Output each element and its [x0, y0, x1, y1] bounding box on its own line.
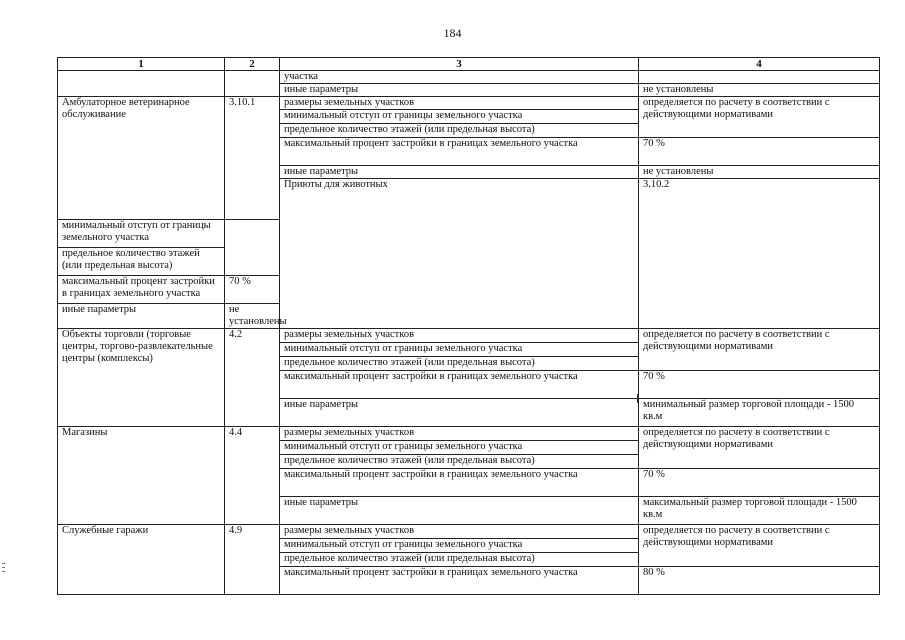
margin-tick — [2, 563, 5, 564]
value-cell: минимальный размер торговой площади - 1500 кв.м — [639, 399, 880, 427]
param-cell: максимальный процент застройки в границах земельного участка — [280, 567, 639, 595]
header-row — [58, 58, 880, 71]
use-name-cell: Амбулаторное ветеринарное обслуживание — [58, 97, 225, 220]
value-cell: определяется по расчету в соответствии с действующими нормативами — [639, 525, 880, 567]
param-cell: иные параметры — [280, 84, 639, 97]
page-number: 184 — [443, 26, 462, 40]
margin-tick — [2, 571, 5, 572]
param-cell: минимальный отступ от границы земельного участка — [58, 220, 225, 248]
value-cell: не установлены — [639, 84, 880, 97]
use-name-cell: Магазины — [58, 427, 225, 525]
param-cell: предельное количество этажей (или предельная высота) — [58, 248, 225, 276]
value-cell: 80 % — [639, 567, 880, 595]
param-cell: предельное количество этажей (или предельная высота) — [280, 455, 639, 469]
param-cell: участка — [280, 71, 639, 84]
param-cell: минимальный отступ от границы земельного участка — [280, 110, 639, 124]
text-cursor — [637, 394, 638, 403]
param-cell: предельное количество этажей (или предельная высота) — [280, 357, 639, 371]
param-cell: максимальный процент застройки в границах земельного участка — [280, 469, 639, 497]
value-cell: максимальный размер торговой площади - 1500 кв.м — [639, 497, 880, 525]
param-cell: иные параметры — [280, 166, 639, 179]
column-header-3: 3 — [280, 58, 639, 71]
column-header-1: 1 — [58, 58, 225, 71]
use-name-cell: Приюты для животных — [280, 179, 639, 329]
param-cell: иные параметры — [280, 399, 639, 427]
param-cell: максимальный процент застройки в границах земельного участка — [58, 276, 225, 304]
use-name-cell: Служебные гаражи — [58, 525, 225, 595]
use-code-cell — [225, 71, 280, 97]
param-cell: иные параметры — [280, 497, 639, 525]
value-cell: определяется по расчету в соответствии с действующими нормативами — [639, 97, 880, 138]
value-cell — [639, 71, 880, 84]
use-code-cell: 4.2 — [225, 329, 280, 427]
table-row — [58, 525, 880, 539]
column-header-2: 2 — [225, 58, 280, 71]
param-cell: размеры земельных участков — [280, 329, 639, 343]
value-cell: не установлены — [225, 304, 280, 329]
margin-tick — [2, 567, 5, 568]
param-cell: размеры земельных участков — [280, 427, 639, 441]
param-cell: минимальный отступ от границы земельного участка — [280, 343, 639, 357]
param-cell: размеры земельных участков — [280, 525, 639, 539]
value-cell: 70 % — [639, 469, 880, 497]
column-header-4: 4 — [639, 58, 880, 71]
zoning-parameters-table — [57, 57, 880, 595]
use-code-cell: 4.9 — [225, 525, 280, 595]
param-cell: предельное количество этажей (или предельная высота) — [280, 124, 639, 138]
param-cell: иные параметры — [58, 304, 225, 329]
value-cell: 70 % — [639, 138, 880, 166]
value-cell: определяется по расчету в соответствии с действующими нормативами — [639, 427, 880, 469]
param-cell: минимальный отступ от границы земельного участка — [280, 539, 639, 553]
param-cell: максимальный процент застройки в границах земельного участка — [280, 138, 639, 166]
table-row — [58, 71, 880, 84]
value-cell: не установлены — [639, 166, 880, 179]
param-cell: предельное количество этажей (или предельная высота) — [280, 553, 639, 567]
value-cell: 70 % — [639, 371, 880, 399]
use-code-cell: 4.4 — [225, 427, 280, 525]
use-code-cell: 3.10.1 — [225, 97, 280, 220]
table-row — [58, 97, 880, 110]
use-name-cell: Объекты торговли (торговые центры, торгово-развлекательные центры (комплексы) — [58, 329, 225, 427]
param-cell: минимальный отступ от границы земельного участка — [280, 441, 639, 455]
param-cell: размеры земельных участков — [280, 97, 639, 110]
table-row — [58, 427, 880, 441]
param-cell: максимальный процент застройки в границах земельного участка — [280, 371, 639, 399]
use-name-cell — [58, 71, 225, 97]
value-cell: 70 % — [225, 276, 280, 304]
value-cell: определяется по расчету в соответствии с действующими нормативами — [639, 329, 880, 371]
table-row — [58, 329, 880, 343]
use-code-cell: 3.10.2 — [639, 179, 880, 329]
